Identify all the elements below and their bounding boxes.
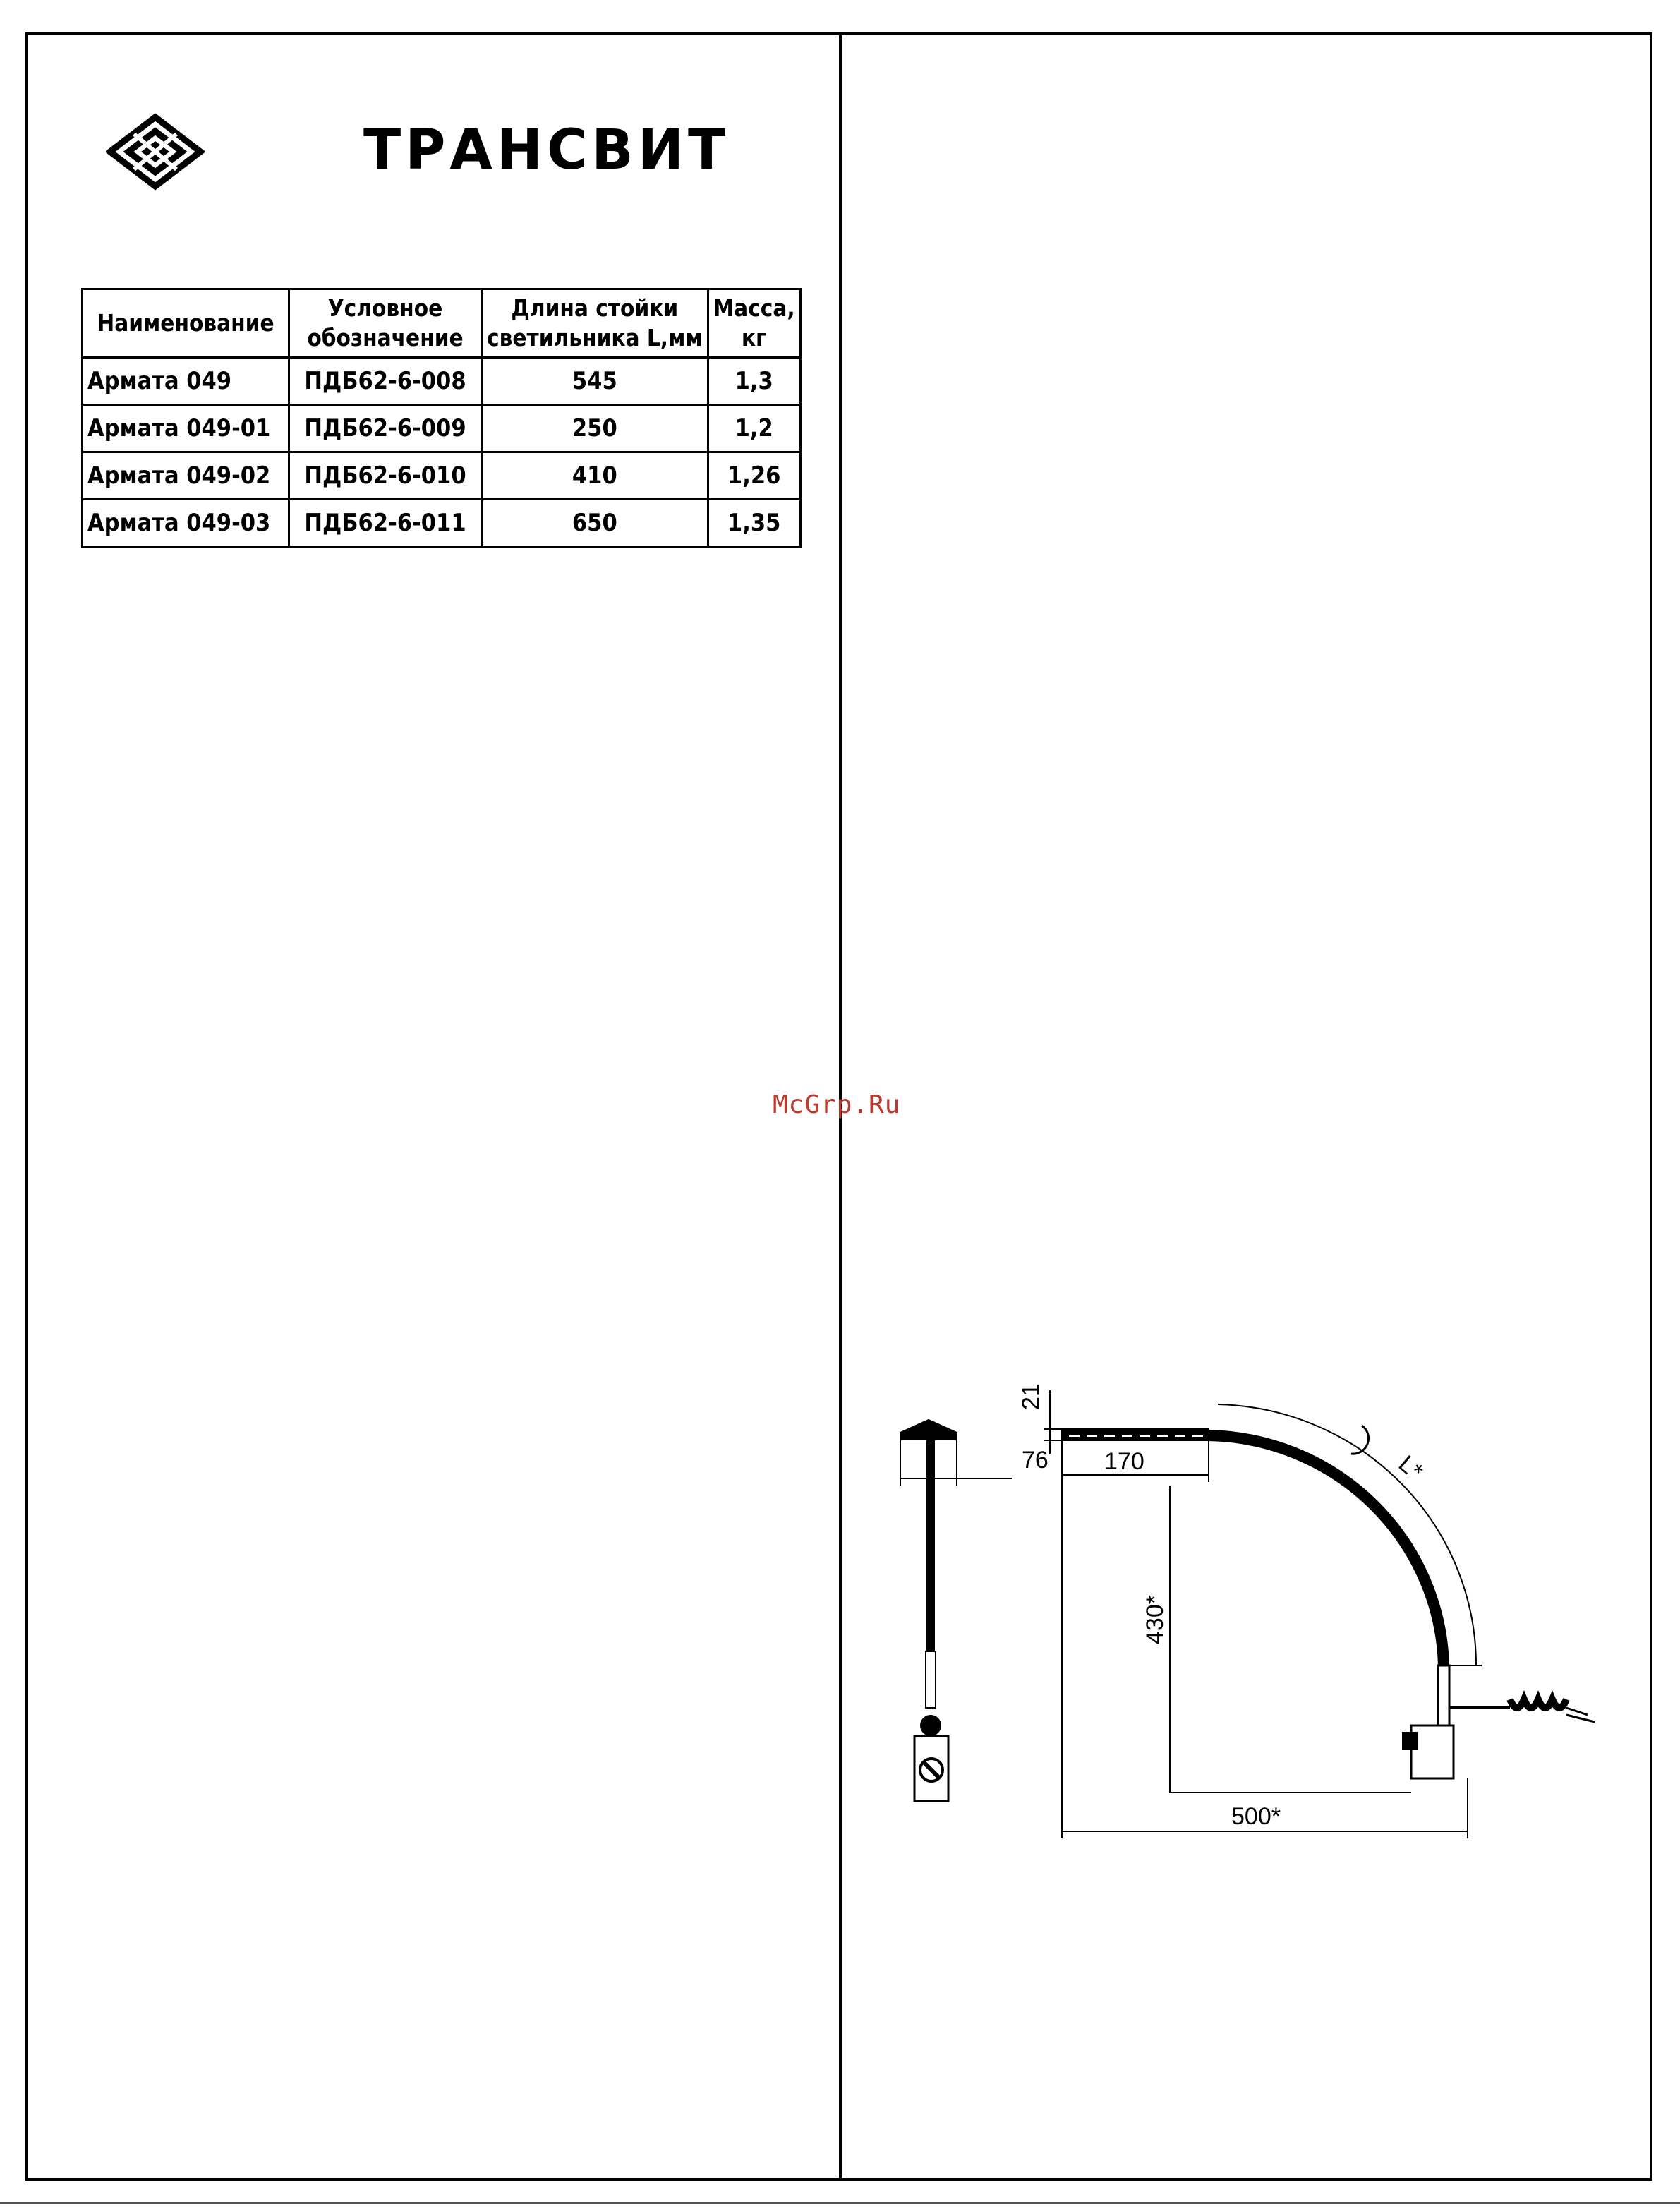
dim-side-width: 76 xyxy=(1022,1447,1049,1474)
cell-mass: 1,26 xyxy=(708,452,800,500)
cell-name: Армата 049-01 xyxy=(83,405,289,452)
table-row xyxy=(83,358,801,405)
cell-designation: ПДБ62-6-011 xyxy=(289,500,482,547)
cell-mass: 1,2 xyxy=(708,405,800,452)
cell-designation: ПДБ62-6-009 xyxy=(289,405,482,452)
cell-name: Армата 049-03 xyxy=(83,500,289,547)
page-bottom-edge xyxy=(0,2202,1680,2204)
lamp-technical-drawing xyxy=(875,1341,1623,1877)
dim-arc-length: L* xyxy=(1393,1450,1428,1486)
brand-name: ТРАНСВИТ xyxy=(363,119,730,182)
dim-head-length: 170 xyxy=(1104,1448,1144,1475)
header-length xyxy=(482,289,708,358)
cell-length: 410 xyxy=(482,452,708,500)
cell-length: 250 xyxy=(482,405,708,452)
header-length-line1: Длина стойки xyxy=(511,294,679,322)
header-mass-line2: кг xyxy=(741,324,767,351)
table-row xyxy=(83,500,801,547)
cell-designation: ПДБ62-6-008 xyxy=(289,358,482,405)
table-row xyxy=(83,405,801,452)
dim-height-top: 21 xyxy=(1017,1383,1044,1410)
cell-designation: ПДБ62-6-010 xyxy=(289,452,482,500)
header-designation xyxy=(289,289,482,358)
dim-vertical: 430* xyxy=(1142,1595,1168,1644)
spec-table xyxy=(81,288,802,548)
header-name-text: Наименование xyxy=(97,309,274,337)
dim-horizontal: 500* xyxy=(1231,1803,1281,1830)
transvit-logo-icon xyxy=(106,113,205,191)
cell-mass: 1,35 xyxy=(708,500,800,547)
header-designation-line1: Условное xyxy=(327,294,443,322)
table-header-row xyxy=(83,289,801,358)
cell-length: 650 xyxy=(482,500,708,547)
watermark: McGrp.Ru xyxy=(773,1090,901,1119)
cell-name: Армата 049-02 xyxy=(83,452,289,500)
header-mass xyxy=(708,289,800,358)
cell-mass: 1,3 xyxy=(708,358,800,405)
cell-length: 545 xyxy=(482,358,708,405)
cell-name: Армата 049 xyxy=(83,358,289,405)
table-row xyxy=(83,452,801,500)
header-mass-line1: Масса, xyxy=(713,294,795,322)
header-name xyxy=(83,289,289,358)
side-view xyxy=(900,1420,1012,1801)
header-designation-line2: обозначение xyxy=(307,324,464,351)
header-length-line2: светильника L,мм xyxy=(487,324,703,351)
